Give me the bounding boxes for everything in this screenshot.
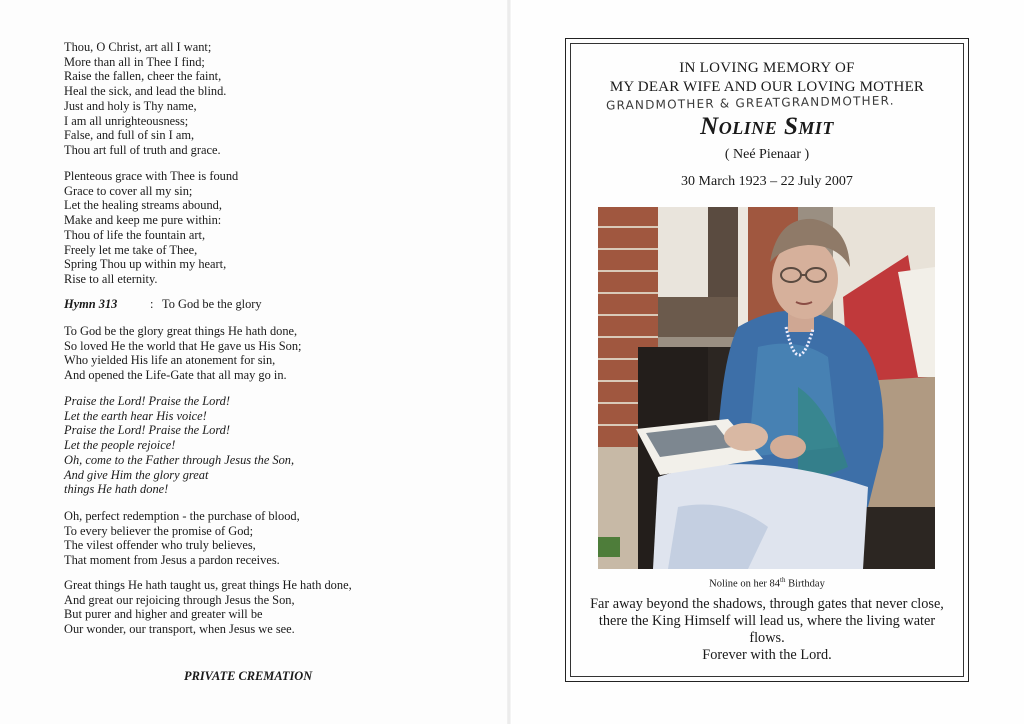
text-line: And great our rejoicing through Jesus the Son, <box>64 592 295 607</box>
text-line: Raise the fallen, cheer the faint, <box>64 69 222 84</box>
memory-heading-line-1: IN LOVING MEMORY OF <box>679 60 855 76</box>
text-line: Our wonder, our transport, when Jesus we see. <box>64 622 295 637</box>
text-line: Freely let me take of Thee, <box>64 242 198 257</box>
hymn-stanza-2 <box>64 169 238 287</box>
text-line: The vilest offender who truly believes, <box>64 538 256 553</box>
text-line: But purer and higher and greater will be <box>64 607 263 622</box>
hymn-title: To God be the glory <box>162 297 262 311</box>
maiden-name: ( Neé Pienaar ) <box>724 147 810 162</box>
handwritten-addition: GRANDMOTHER & GREATGRANDMOTHER. <box>605 93 895 113</box>
text-line: Praise the Lord! Praise the Lord! <box>64 394 231 408</box>
hymn-stanza-1 <box>64 40 226 158</box>
text-line: False, and full of sin I am, <box>64 128 195 143</box>
hymn-chorus <box>64 394 294 497</box>
memory-heading-line-2: MY DEAR WIFE AND OUR LOVING MOTHER <box>609 79 925 95</box>
text-line: To every believer the promise of God; <box>64 523 254 538</box>
text-line: Praise the Lord! Praise the Lord! <box>64 423 231 438</box>
text-line: Make and keep me pure within: <box>64 213 222 228</box>
hymn-heading <box>64 297 262 312</box>
text-line: Thou art full of truth and grace. <box>64 142 221 157</box>
text-line: To God be the glory great things He hath done, <box>64 324 298 338</box>
text-line: Great things He hath taught us, great things He hath done, <box>64 578 352 592</box>
text-line: And give Him the glory great <box>64 467 209 482</box>
page-fold <box>507 0 511 724</box>
hymn-stanza-4 <box>64 509 300 568</box>
text-line: things He hath done! <box>64 482 169 497</box>
text-line: Just and holy is Thy name, <box>64 98 197 113</box>
portrait-photo <box>598 207 935 569</box>
photo-caption: Noline on her 84th Birthday <box>709 576 825 590</box>
hymn-stanza-3 <box>64 324 301 383</box>
deceased-name: Noline Smit <box>700 113 834 140</box>
text-line: Heal the sick, and lead the blind. <box>64 84 227 99</box>
text-line: I am all unrighteousness; <box>64 113 189 128</box>
text-line: Forever with the Lord. <box>702 647 832 663</box>
hymn-number: Hymn 313 <box>64 297 118 311</box>
hymn-colon: : <box>150 297 154 311</box>
text-line: More than all in Thee I find; <box>64 54 205 69</box>
text-line: Plenteous grace with Thee is found <box>64 169 239 183</box>
text-line: Far away beyond the shadows, through gates that never close, <box>590 596 944 612</box>
left-page <box>0 0 508 724</box>
text-line: Thou, O Christ, art all I want; <box>64 40 212 54</box>
text-line: Who yielded His life an atonement for sin, <box>64 353 276 368</box>
text-line: Spring Thou up within my heart, <box>64 257 227 272</box>
text-line: Grace to cover all my sin; <box>64 183 193 198</box>
text-line: Oh, perfect redemption - the purchase of blood, <box>64 509 300 523</box>
private-cremation-notice: PRIVATE CREMATION <box>184 669 313 683</box>
text-line: Let the people rejoice! <box>64 438 176 453</box>
text-line: So loved He the world that He gave us His Son; <box>64 338 302 353</box>
life-dates: 30 March 1923 – 22 July 2007 <box>681 174 853 189</box>
text-line: Rise to all eternity. <box>64 271 158 286</box>
text-line: Thou of life the fountain art, <box>64 227 206 242</box>
text-line: Oh, come to the Father through Jesus the Son, <box>64 452 295 467</box>
text-line: Let the earth hear His voice! <box>64 408 207 423</box>
text-line: And opened the Life-Gate that all may go in. <box>64 368 287 383</box>
closing-verse <box>578 596 956 664</box>
text-line: That moment from Jesus a pardon receives. <box>64 553 280 568</box>
hymn-stanza-5 <box>64 578 352 637</box>
text-line: there the King Himself will lead us, where the living water <box>598 613 936 629</box>
text-line: flows. <box>749 630 785 646</box>
text-line: Let the healing streams abound, <box>64 198 222 213</box>
